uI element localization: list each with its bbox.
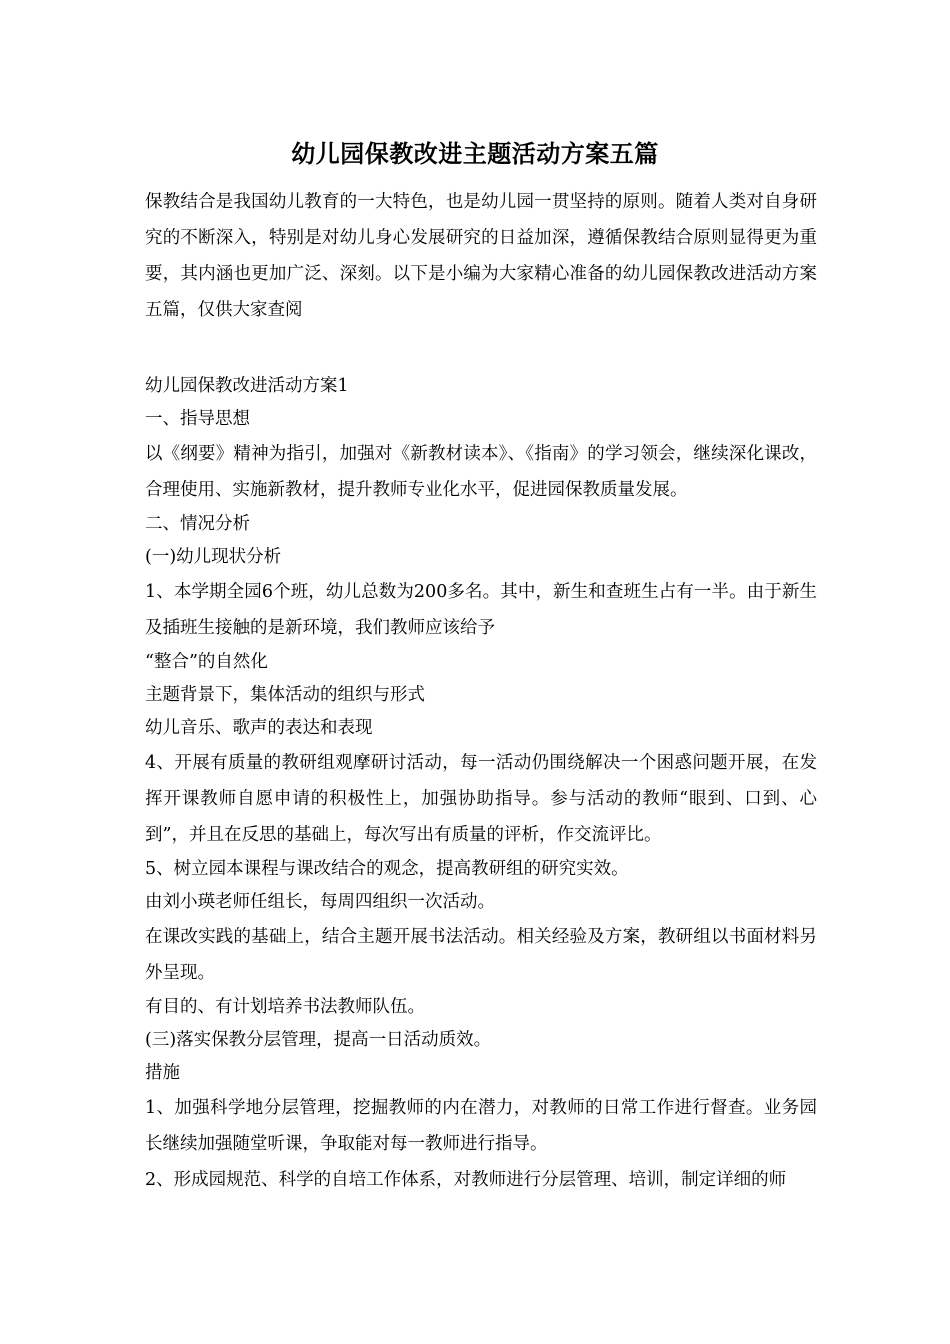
paragraph-integration: “整合”的自然化 — [145, 652, 268, 672]
section-heading-plan-1: 幼儿园保教改进活动方案1 — [145, 376, 349, 396]
paragraph-group-leader: 由刘小瑛老师任组长，每周四组织一次活动。 — [145, 892, 495, 912]
paragraph-teacher-team: 有目的、有计划培养书法教师队伍。 — [145, 997, 425, 1017]
paragraph-guiding-ideology: 以《纲要》精神为指引，加强对《新教材读本》、《指南》的学习领会，继续深化课改，合理使用、实施新教材，提升教师专业化水平，促进园保教质量发展。 — [145, 444, 817, 500]
intro-paragraph: 保教结合是我国幼儿教育的一大特色，也是幼儿园一贯坚持的原则。随着人类对自身研究的不断深入，特别是对幼儿身心发展研究的日益加深，遵循保教结合原则显得更为重要，其内涵也更加广泛、深刻。以下是小编为大家精心准备的幼儿园保教改进活动方案五篇，仅供大家查阅 — [145, 192, 817, 320]
heading-situation-analysis: 二、情况分析 — [145, 514, 250, 534]
intro-section — [145, 184, 817, 328]
paragraph-item-5: 5、树立园本课程与课改结合的观念，提高教研组的研究实效。 — [145, 859, 629, 879]
paragraph-item-4: 4、开展有质量的教研组观摩研讨活动，每一活动仍围绕解决一个困惑问题开展，在发挥开课教师自愿申请的积极性上，加强协助指导。参与活动的教师“眼到、口到、心到”，并且在反思的基础上，每次写出有质量的评析，作交流评比。 — [145, 753, 817, 845]
paragraph-measure-1: 1、加强科学地分层管理，挖掘教师的内在潜力，对教师的日常工作进行督查。业务园长继续加强随堂听课，争取能对每一教师进行指导。 — [145, 1098, 817, 1154]
heading-measures: 措施 — [145, 1063, 180, 1083]
section-spacer — [145, 328, 817, 370]
document-title: 幼儿园保教改进主题活动方案五篇 — [291, 139, 659, 168]
subheading-children-status: (一)幼儿现状分析 — [145, 547, 282, 567]
document-content — [145, 184, 817, 1198]
paragraph-item-1: 1、本学期全园6个班，幼儿总数为200多名。其中，新生和查班生占有一半。由于新生及插班生接触的是新环境，我们教师应该给予 — [145, 582, 817, 638]
paragraph-music-expression: 幼儿音乐、歌声的表达和表现 — [145, 718, 373, 738]
paragraph-measure-2: 2、形成园规范、科学的自培工作体系，对教师进行分层管理、培训，制定详细的师 — [145, 1170, 787, 1190]
paragraph-theme-background: 主题背景下，集体活动的组织与形式 — [145, 685, 425, 705]
body-section — [145, 370, 817, 1198]
heading-guiding-ideology: 一、指导思想 — [145, 409, 250, 429]
subheading-layered-management: (三)落实保教分层管理，提高一日活动质效。 — [145, 1030, 492, 1050]
paragraph-calligraphy: 在课改实践的基础上，结合主题开展书法活动。相关经验及方案，教研组以书面材料另外呈现。 — [145, 927, 817, 983]
